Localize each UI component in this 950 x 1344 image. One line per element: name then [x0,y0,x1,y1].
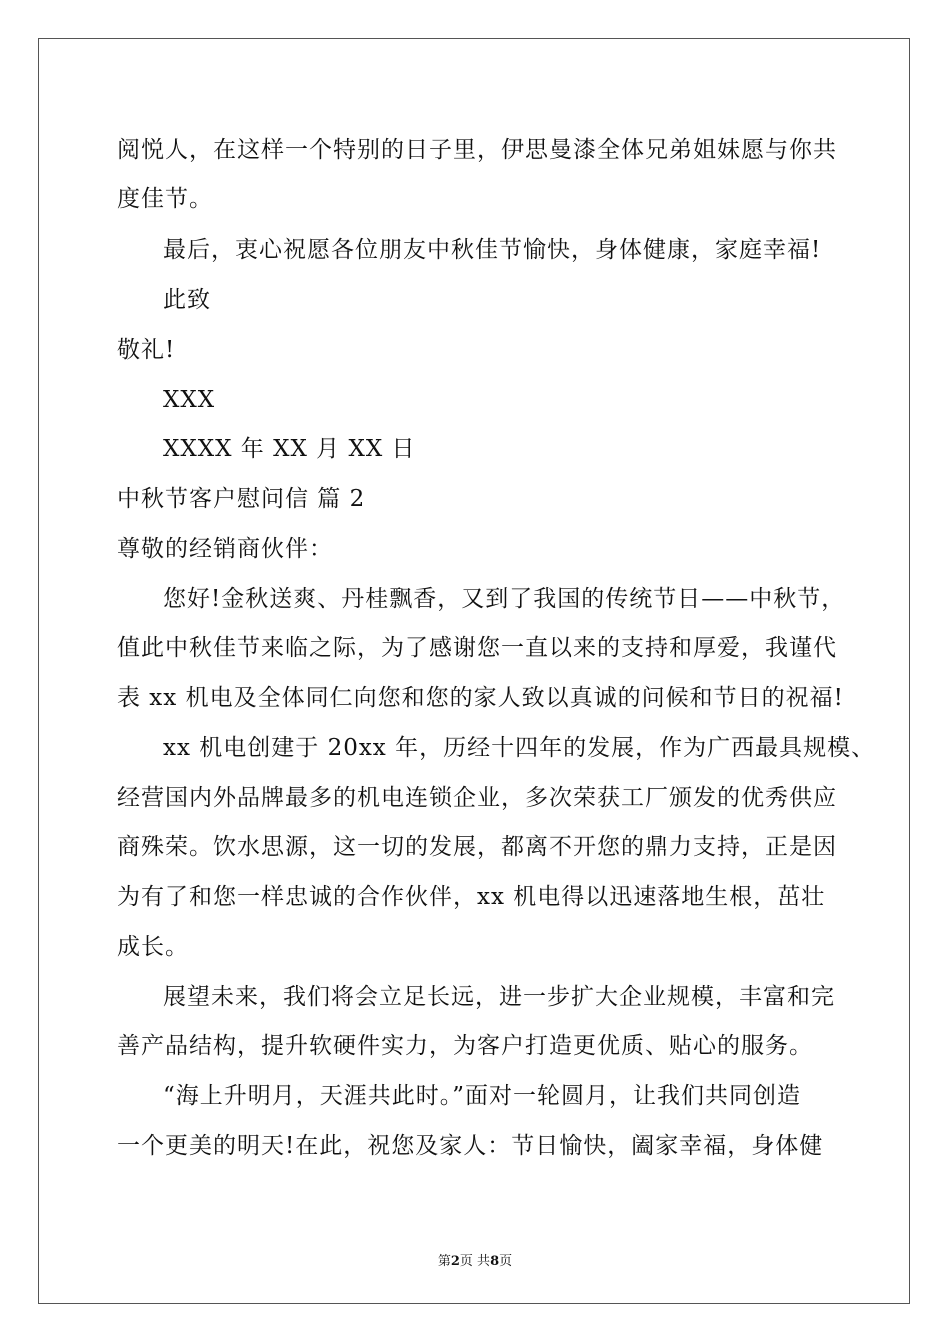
text-line: 经营国内外品牌最多的机电连锁企业，多次荣获工厂颁发的优秀供应 [117,785,837,811]
page-border [38,38,910,1304]
page-current: 2 [450,1254,460,1269]
text-line: 商殊荣。饮水思源，这一切的发展，都离不开您的鼎力支持，正是因 [117,834,837,860]
text-line: XXX [163,387,216,413]
page-total: 8 [490,1254,500,1269]
text-line: 您好!金秋送爽、丹桂飘香，又到了我国的传统节日——中秋节， [163,586,846,612]
page-suffix: 页 [499,1254,513,1269]
text-line: xx 机电创建于 20xx 年，历经十四年的发展，作为广西最具规模、 [163,735,876,761]
text-line: 敬礼! [117,337,176,363]
text-line: 成长。 [117,934,189,960]
text-line: 值此中秋佳节来临之际，为了感谢您一直以来的支持和厚爱，我谨代 [117,635,837,661]
text-line: 一个更美的明天!在此，祝您及家人：节日愉快，阖家幸福，身体健 [117,1133,824,1159]
text-line: 展望未来，我们将会立足长远，进一步扩大企业规模，丰富和完 [163,984,835,1010]
text-line: XXXX 年 XX 月 XX 日 [163,436,416,462]
text-line: “海上升明月，天涯共此时。”面对一轮圆月，让我们共同创造 [163,1083,802,1109]
text-line: 此致 [163,287,211,313]
page-prefix: 第 [437,1254,451,1269]
page-mid: 页 共 [459,1254,491,1269]
text-line: 为有了和您一样忠诚的合作伙伴，xx 机电得以迅速落地生根，茁壮 [117,884,826,910]
text-line: 最后，衷心祝愿各位朋友中秋佳节愉快，身体健康，家庭幸福! [163,237,822,263]
text-line: 善产品结构，提升软硬件实力，为客户打造更优质、贴心的服务。 [117,1033,813,1059]
salutation: 尊敬的经销商伙伴： [117,536,333,562]
page-footer [0,1250,950,1269]
text-line: 度佳节。 [117,186,213,212]
text-line: 表 xx 机电及全体同仁向您和您的家人致以真诚的问候和节日的祝福! [117,685,844,711]
section-title: 中秋节客户慰问信 篇 2 [117,486,366,512]
text-line: 阅悦人，在这样一个特别的日子里，伊思曼漆全体兄弟姐妹愿与你共 [117,137,837,163]
